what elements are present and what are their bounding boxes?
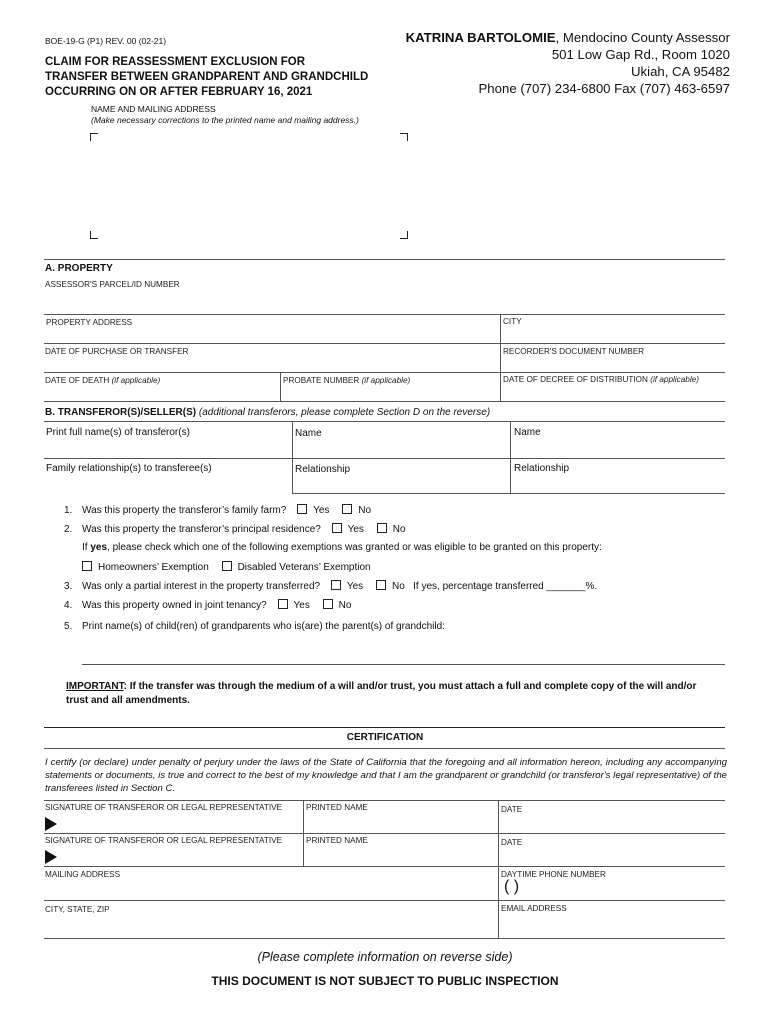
- phone-area-code-parens: ( ): [504, 878, 520, 895]
- divider: [44, 800, 725, 801]
- divider: [44, 900, 725, 901]
- assessor-block: [406, 29, 730, 97]
- divider: [500, 372, 501, 401]
- address-window-corner-tr: [400, 133, 408, 141]
- q2-yes-checkbox[interactable]: [332, 523, 342, 533]
- divider: [292, 421, 293, 493]
- assessor-phone: Phone (707) 234-6800 Fax (707) 463-6597: [478, 81, 730, 96]
- family-relationship-label: Family relationship(s) to transferee(s): [46, 463, 212, 474]
- title-line-1: CLAIM FOR REASSESSMENT EXCLUSION FOR: [45, 56, 306, 68]
- question-4: 4. Was this property owned in joint tenancy? Yes No: [64, 600, 352, 611]
- divider: [44, 866, 725, 867]
- daytime-phone-label: DAYTIME PHONE NUMBER: [501, 870, 606, 879]
- signature-arrow-icon: [45, 850, 57, 864]
- title-line-3: OCCURRING ON OR AFTER FEBRUARY 16, 2021: [45, 86, 313, 98]
- mailing-label: NAME AND MAILING ADDRESS: [91, 104, 216, 114]
- public-inspection-notice: THIS DOCUMENT IS NOT SUBJECT TO PUBLIC INSPECTION: [211, 974, 559, 988]
- q2-no-checkbox[interactable]: [377, 523, 387, 533]
- printed-name-2-label: PRINTED NAME: [306, 836, 368, 845]
- printed-name-1-label: PRINTED NAME: [306, 803, 368, 812]
- assessor-name: KATRINA BARTOLOMIE: [405, 30, 556, 45]
- important-notice: IMPORTANT: If the transfer was through the medium of a will and/or trust, you must attach a full and complete copy of the will and/or trust and all amendments.: [66, 681, 697, 706]
- mailing-address-label: MAILING ADDRESS: [45, 870, 121, 879]
- section-a-heading: A. PROPERTY: [45, 263, 113, 274]
- q4-no-checkbox[interactable]: [323, 599, 333, 609]
- parcel-number-label: ASSESSOR'S PARCEL/ID NUMBER: [45, 280, 180, 289]
- date-2-label: DATE: [501, 838, 523, 847]
- q3-yes-checkbox[interactable]: [331, 580, 341, 590]
- child-names-field[interactable]: [82, 636, 725, 664]
- assessor-address-2: Ukiah, CA 95482: [631, 64, 730, 79]
- signature-1-label: SIGNATURE OF TRANSFEROR OR LEGAL REPRESENTATIVE: [45, 803, 283, 812]
- assessor-address-1: 501 Low Gap Rd., Room 1020: [551, 47, 730, 62]
- divider: [292, 493, 725, 494]
- address-window-corner-bl: [90, 231, 98, 239]
- question-2: 2. Was this property the transferor’s principal residence? Yes No: [64, 524, 406, 535]
- q4-yes-checkbox[interactable]: [278, 599, 288, 609]
- divider: [280, 372, 281, 401]
- divider: [44, 372, 725, 373]
- decree-date-label: DATE OF DECREE OF DISTRIBUTION (if applicable): [503, 375, 699, 384]
- city-state-zip-label: CITY, STATE, ZIP: [45, 905, 110, 914]
- date-of-death-label: DATE OF DEATH (if applicable): [45, 376, 161, 385]
- reverse-side-note: (Please complete information on reverse side): [257, 950, 513, 964]
- mailing-address-header: [91, 104, 359, 126]
- certification-text: I certify (or declare) under penalty of perjury under the laws of the State of California that the foregoing and all information hereon, including any accompanying statements or documents, is true and correct to the best of my knowledge and that I am the grandparent or grandchild (or transferor's legal representative) of the transferees listed in Section C.: [45, 757, 727, 794]
- question-2-followup: If yes, please check which one of the following exemptions was granted or was eligible to be granted on this property:: [82, 542, 602, 553]
- signature-2-label: SIGNATURE OF TRANSFEROR OR LEGAL REPRESENTATIVE: [45, 836, 283, 845]
- relationship-1-label: Relationship: [295, 464, 351, 475]
- q1-no-checkbox[interactable]: [342, 504, 352, 514]
- q3-no-checkbox[interactable]: [376, 580, 386, 590]
- divider: [44, 833, 725, 834]
- divider: [44, 343, 725, 344]
- certification-heading: CERTIFICATION: [346, 732, 424, 743]
- city-label: CITY: [503, 317, 522, 326]
- divider: [510, 421, 511, 493]
- child-names-underline: [82, 664, 725, 665]
- transferor-name-1-label: Name: [295, 428, 322, 439]
- divider: [44, 314, 725, 315]
- exemption-options: Homeowners’ Exemption Disabled Veterans’ Exemption: [80, 561, 371, 573]
- transferor-names-label: Print full name(s) of transferor(s): [46, 427, 190, 438]
- date-purchase-label: DATE OF PURCHASE OR TRANSFER: [45, 347, 189, 356]
- recorder-document-label: RECORDER'S DOCUMENT NUMBER: [503, 347, 645, 356]
- divider: [44, 401, 725, 402]
- divider: [44, 458, 725, 459]
- date-1-label: DATE: [501, 805, 523, 814]
- form-id: BOE-19-G (P1) REV. 00 (02-21): [45, 36, 167, 46]
- assessor-title: , Mendocino County Assessor: [555, 30, 730, 45]
- probate-number-label: PROBATE NUMBER (if applicable): [283, 376, 411, 385]
- address-window-corner-br: [400, 231, 408, 239]
- divider: [44, 259, 725, 260]
- divider: [498, 800, 499, 938]
- q1-yes-checkbox[interactable]: [297, 504, 307, 514]
- question-5: 5. Print name(s) of child(ren) of grandparents who is(are) the parent(s) of grandchild:: [64, 621, 445, 632]
- question-1: 1. Was this property the transferor’s family farm? Yes No: [64, 505, 372, 516]
- divider: [44, 421, 725, 422]
- form-title: [45, 55, 425, 100]
- homeowners-exemption-checkbox[interactable]: [82, 561, 92, 571]
- section-b-heading: B. TRANSFEROR(S)/SELLER(S) (additional transferors, please complete Section D on the reverse): [45, 407, 491, 418]
- email-address-label: EMAIL ADDRESS: [501, 904, 567, 913]
- parcel-number-field[interactable]: [44, 290, 725, 314]
- title-line-2: TRANSFER BETWEEN GRANDPARENT AND GRANDCHILD: [45, 71, 369, 83]
- transferor-name-2-label: Name: [514, 427, 541, 438]
- address-window-corner-tl: [90, 133, 98, 141]
- divider: [44, 727, 725, 728]
- veterans-exemption-checkbox[interactable]: [222, 561, 232, 571]
- question-3: 3. Was only a partial interest in the property transferred? Yes No If yes, percentage transferred _______%.: [64, 581, 598, 592]
- divider: [44, 938, 725, 939]
- divider: [44, 748, 725, 749]
- property-address-label: PROPERTY ADDRESS: [46, 318, 133, 327]
- mailing-note: (Make necessary corrections to the printed name and mailing address.): [91, 115, 359, 125]
- relationship-2-label: Relationship: [514, 463, 570, 474]
- divider: [500, 314, 501, 343]
- signature-arrow-icon: [45, 817, 57, 831]
- divider: [500, 343, 501, 372]
